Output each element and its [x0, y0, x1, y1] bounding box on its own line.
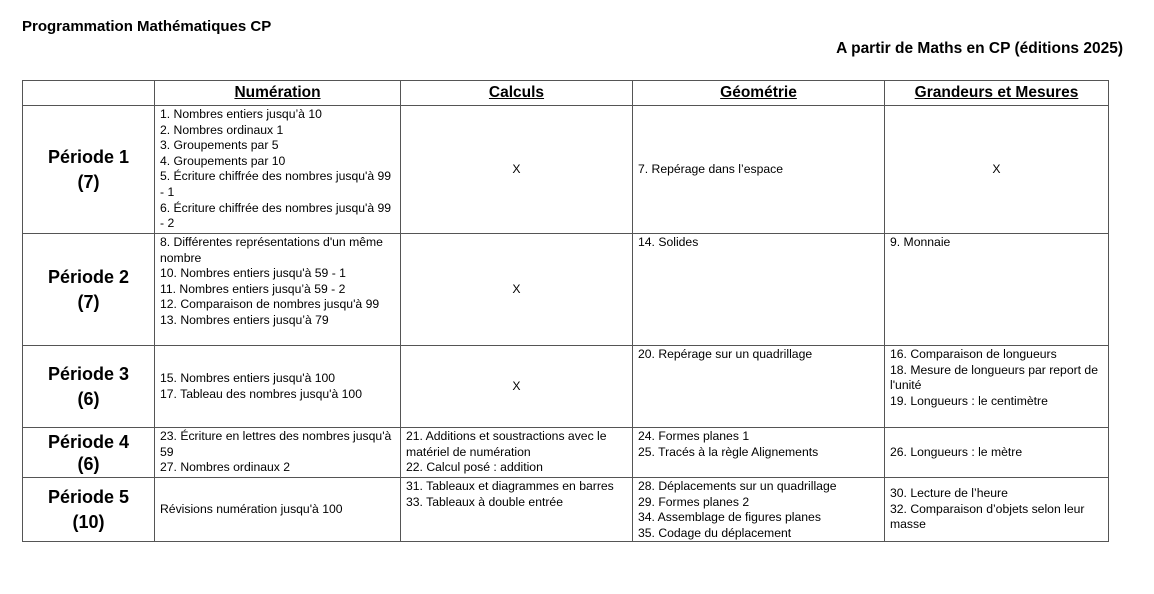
cell-line: 33. Tableaux à double entrée [406, 494, 563, 509]
grandeurs-cell [885, 346, 1109, 428]
periode-label: Période 3 [47, 363, 130, 384]
table-row [23, 478, 1109, 542]
programmation-table [22, 80, 1109, 542]
geometrie-cell [633, 428, 885, 478]
periode-cell [23, 106, 155, 234]
header-empty [23, 81, 155, 106]
calculs-cell [401, 428, 633, 478]
cell-line: 16. Comparaison de longueurs [890, 347, 1057, 361]
periode-weeks: (7) [77, 171, 100, 192]
document-subtitle: A partir de Maths en CP (éditions 2025) [836, 40, 1123, 57]
cell-line: 26. Longueurs : le mètre [890, 444, 1023, 459]
cell-line: 22. Calcul posé : addition [406, 460, 543, 475]
geometrie-cell [633, 478, 885, 542]
table-row [23, 428, 1109, 478]
cell-line: 19. Longueurs : le centimètre [890, 393, 1048, 408]
grandeurs-cell [885, 234, 1109, 346]
grandeurs-cell [885, 478, 1109, 542]
cell-line: X [512, 161, 521, 176]
cell-line: 2. Nombres ordinaux 1 [160, 122, 284, 137]
cell-line: 12. Comparaison de nombres jusqu'à 99 [160, 297, 380, 312]
cell-line: 6. Écriture chiffrée des nombres jusqu'à 99 - 2 [160, 200, 392, 231]
cell-line: 29. Formes planes 2 [638, 494, 750, 509]
cell-line: 10. Nombres entiers jusqu'à 59 - 1 [160, 266, 346, 281]
cell-line: 23. Écriture en lettres des nombres jusqu'à 59 [160, 429, 392, 459]
geometrie-cell [633, 106, 885, 234]
cell-line: 25. Tracés à la règle Alignements [638, 444, 819, 459]
periode-cell [23, 234, 155, 346]
numeration-cell [155, 428, 401, 478]
cell-line: 7. Repérage dans l’espace [638, 161, 783, 176]
calculs-cell [401, 234, 633, 346]
cell-line: 17. Tableau des nombres jusqu'à 100 [160, 386, 362, 401]
cell-line: 30. Lecture de l’heure [890, 486, 1008, 501]
header-geometrie: Géométrie [633, 81, 885, 106]
cell-line: 18. Mesure de longueurs par report de l'unité [890, 362, 1098, 393]
header-row [23, 81, 1109, 106]
cell-line: 13. Nombres entiers jusqu’à 79 [160, 312, 329, 327]
cell-line: Révisions numération jusqu'à 100 [160, 501, 343, 516]
cell-line: 28. Déplacements sur un quadrillage [638, 479, 837, 493]
table-row [23, 234, 1109, 346]
cell-line: 27. Nombres ordinaux 2 [160, 460, 291, 475]
cell-line: X [512, 281, 521, 296]
periode-label: Période 5 [47, 486, 130, 507]
grandeurs-cell [885, 428, 1109, 478]
periode-label: Période 4 [47, 431, 130, 452]
periode-weeks: (10) [72, 511, 105, 532]
periode-weeks: (6) [77, 388, 100, 409]
cell-line: 31. Tableaux et diagrammes en barres [406, 479, 614, 493]
cell-line: 32. Comparaison d’objets selon leur masse [890, 501, 1085, 532]
cell-line: 34. Assemblage de figures planes [638, 510, 821, 525]
numeration-cell [155, 234, 401, 346]
periode-label: Période 2 [47, 266, 130, 287]
header-numeration: Numération [155, 81, 401, 106]
numeration-cell [155, 346, 401, 428]
grandeurs-cell [885, 106, 1109, 234]
numeration-cell [155, 478, 401, 542]
numeration-cell [155, 106, 401, 234]
calculs-cell [401, 346, 633, 428]
calculs-cell [401, 478, 633, 542]
cell-line: 21. Additions et soustractions avec le matériel de numération [406, 429, 607, 459]
header-grandeurs: Grandeurs et Mesures [885, 81, 1109, 106]
cell-line: 9. Monnaie [890, 235, 951, 249]
cell-line: 1. Nombres entiers jusqu’à 10 [160, 107, 322, 121]
periode-cell [23, 346, 155, 428]
cell-line: 14. Solides [638, 235, 699, 249]
cell-line: X [992, 161, 1001, 176]
document-title: Programmation Mathématiques CP [22, 18, 272, 35]
cell-line: 35. Codage du déplacement [638, 525, 792, 540]
cell-line: 20. Repérage sur un quadrillage [638, 347, 813, 361]
periode-weeks: (7) [77, 291, 100, 312]
periode-label: Période 1 [47, 146, 130, 167]
cell-line: 11. Nombres entiers jusqu’à 59 - 2 [160, 281, 346, 296]
table-row [23, 346, 1109, 428]
geometrie-cell [633, 234, 885, 346]
cell-line: 5. Écriture chiffrée des nombres jusqu'à 99 - 1 [160, 169, 392, 199]
cell-line: X [512, 378, 521, 393]
periode-weeks: (6) [77, 453, 100, 474]
cell-line: 4. Groupements par 10 [160, 153, 286, 168]
cell-line: 15. Nombres entiers jusqu'à 100 [160, 370, 336, 385]
geometrie-cell [633, 346, 885, 428]
table-row [23, 106, 1109, 234]
periode-cell [23, 428, 155, 478]
cell-line: 3. Groupements par 5 [160, 138, 279, 153]
cell-line: 24. Formes planes 1 [638, 429, 750, 443]
calculs-cell [401, 106, 633, 234]
periode-cell [23, 478, 155, 542]
header-calculs: Calculs [401, 81, 633, 106]
cell-line: 8. Différentes représentations d'un même nombre [160, 235, 383, 265]
